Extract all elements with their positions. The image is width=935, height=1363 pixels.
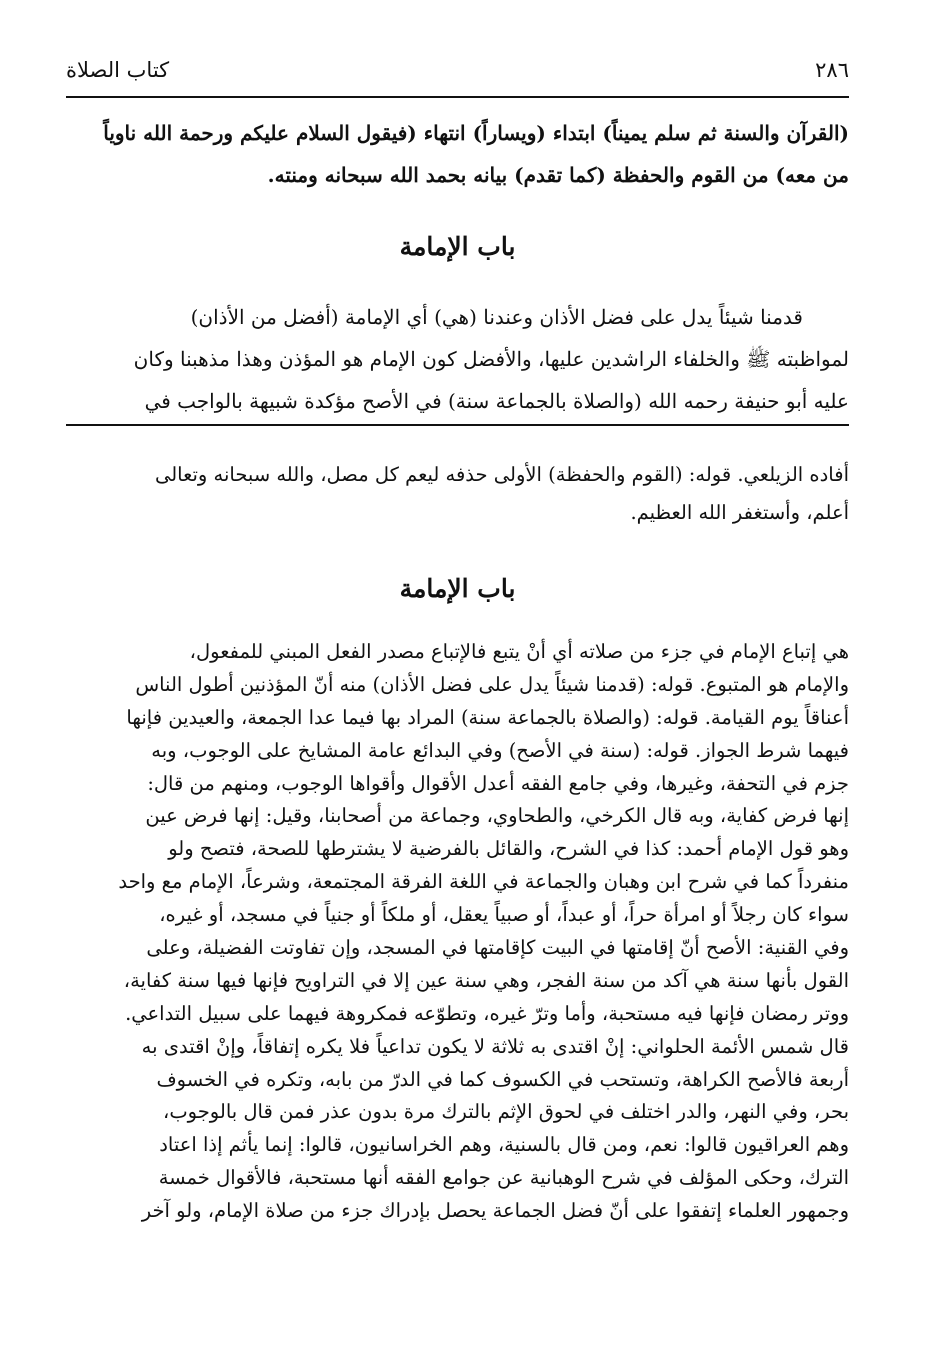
footnote-line: بحر، وفي النهر، والدر اختلف في لحوق الإثم بالترك مرة بدون عذر فمن قال بالوجوب، [163,1100,849,1124]
book-title: كتاب الصلاة [66,58,170,82]
header-rule [66,96,849,98]
footnote-line: إنها فرض كفاية، وبه قال الكرخي، والطحاوي، وجماعة من أصحابنا، وقيل: إنها فرض عين [145,804,849,828]
footnote-line: سواء كان رجلاً أو امرأة حراً، أو عبداً، أو صبياً يعقل، أو ملكاً أو جنياً في مسجد، أو غيره، [159,903,849,927]
main-text-imama [70,296,849,422]
text-line: من معه) من القوم والحفظة (كما تقدم) بيانه بحمد الله سبحانه ومنته. [267,163,849,187]
footnote-line: قال شمس الأئمة الحلواني: إنْ اقتدى به ثلاثة لا يكون تداعياً فلا يكره إتفاقاً، وإنْ اقتدى به [141,1034,849,1058]
footnote-line: وجمهور العلماء إتفقوا على أنّ فضل الجماعة يحصل بإدراك جزء من صلاة الإمام، ولو آخر [141,1199,849,1223]
text-line: أفاده الزيلعي. قوله: (القوم والحفظة) الأولى حذفه ليعم كل مصل، والله سبحانه وتعالى [154,463,849,486]
text-line: عليه أبو حنيفة رحمه الله (والصلاة بالجماعة سنة) في الأصح مؤكدة شبيهة بالواجب في [144,389,849,413]
footnote-line: الترك، وحكى المؤلف في شرح الوهبانية عن جوامع الفقه أنها مستحبة، فالأقوال خمسة [158,1166,849,1190]
footnote-line: ووتر رمضان فإنها فيه مستحبة، وأما وترّ غيره، وتطوّعه فمكروهة فيهما على سبيل التداعي. [125,1001,849,1025]
footnote-line: وهم العراقيون قالوا: نعم، ومن قال بالسنية، وهم الخراسانيون، قالوا: إنما يأثم إذا اعتاد [159,1133,849,1157]
text-line: أعلم، وأستغفر الله العظيم. [630,501,849,524]
footnote-line: أعناقاً يوم القيامة. قوله: (والصلاة بالجماعة سنة) المراد بها فيما عدا الجمعة، والعيدين فإنها [126,705,849,729]
footnote-line: والإمام هو المتبوع. قوله: (قدمنا شيئاً يدل على فضل الأذان) منه أنّ المؤذنين أطول الناس [135,672,849,696]
text-line: قدمنا شيئاً يدل على فضل الأذان وعندنا (هي) أي الإمامة (أفضل من الأذان) [190,305,803,329]
footnote-line: القول بأنها سنة هي آكد من سنة الفجر، وهي سنة عين إلا في التراويح فإنها فيها سنة كفاية، [123,968,849,992]
page-header [66,50,849,90]
footnote-line: منفرداً كما في شرح ابن وهبان والجماعة في اللغة الفرقة المجتمعة، وشرعاً، الإمام مع واحد [118,870,849,894]
footnote-separator [66,424,849,426]
footnote-top [70,456,849,532]
text-line: لمواظبته ﷺ والخلفاء الراشدين عليها، والأفضل كون الإمام هو المؤذن وهذا مذهبنا وكان [133,347,849,371]
footnote-line: وفي القنية: الأصح أنّ إقامتها في البيت كإقامتها في المسجد، وإن تفاوتت الفضيلة، وعلى [146,936,849,960]
main-text-top [70,112,849,196]
page-number: ٢٨٦ [815,58,849,82]
chapter-heading: باب الإمامة [399,232,516,261]
text-line: (القرآن والسنة ثم سلم يميناً) ابتداء (ويساراً) انتهاء (فيقول السلام عليكم ورحمة الله ناوياً [103,121,849,145]
footnote-imama [70,636,849,1228]
footnote-line: وهو قول الإمام أحمد: كذا في الشرح، والقائل بالفرضية لا يشترطها للصحة، فتصح ولو [168,837,849,861]
footnote-line: هي إتباع الإمام في جزء من صلاته أي أنْ يتبع فالإتباع مصدر الفعل المبني للمفعول، [189,640,849,663]
footnote-heading: باب الإمامة [399,574,516,603]
footnote-line: فيهما شرط الجواز. قوله: (سنة في الأصح) وفي البدائع عامة المشايخ على الوجوب، وبه [151,738,849,762]
footnote-line: أربعة فالأصح الكراهة، وتستحب في الكسوف كما في الدرّ من بابه، وتكره في الخسوف [156,1067,849,1091]
footnote-line: جزم في التحفة، وغيرها، وفي جامع الفقه أعدل الأقوال وأقواها الوجوب، ومنهم من قال: [147,771,849,795]
